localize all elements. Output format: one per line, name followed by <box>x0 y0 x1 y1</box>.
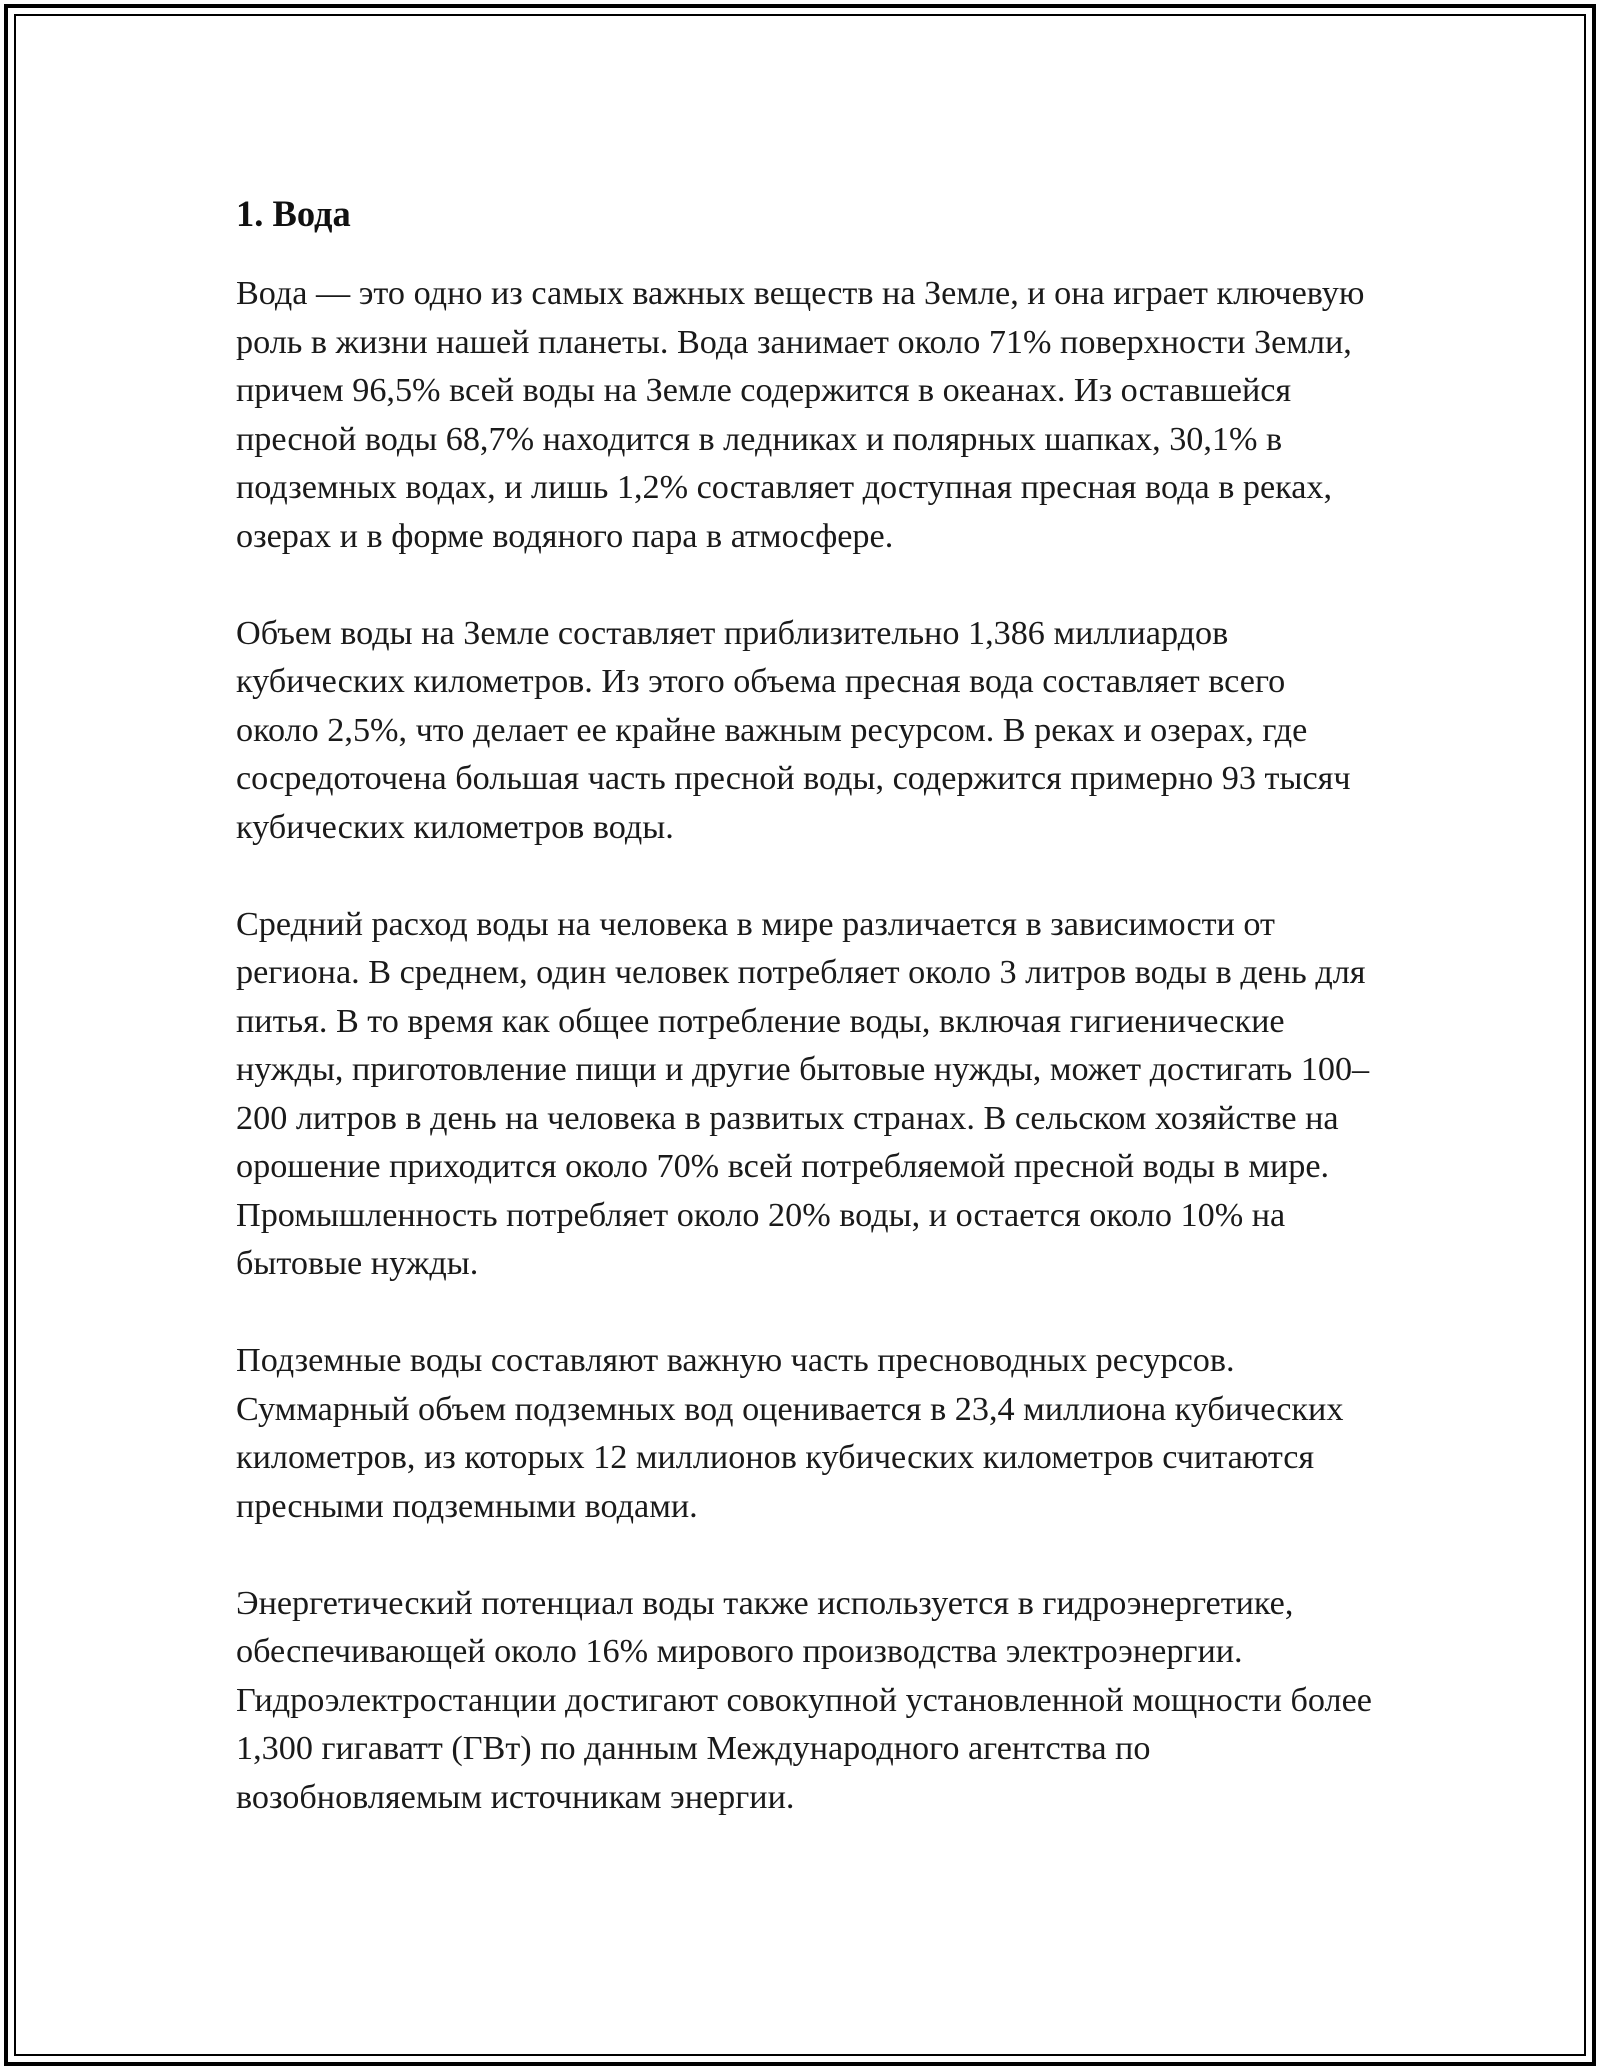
section-heading: 1. Вода <box>236 193 351 234</box>
paragraph-water-distribution: Вода — это одно из самых важных веществ на Земле, и она играет ключевую роль в жизни нашей планеты. Вода занимает около 71% поверхности Земли, причем 96,5% всей воды на Земле содержится в океанах. Из оставшейся пресной воды 68,7% находится в ледниках и полярных шапках, 30,1% в подземных водах, и лишь 1,2% составляет доступная пресная вода в реках, озерах и в форме водяного пара в атмосфере. <box>236 275 1365 555</box>
paragraph-hydropower: Энергетический потенциал воды также используется в гидроэнергетике, обеспечивающей около 16% мирового производства электроэнергии. Гидроэлектростанции достигают совокупной установленной мощности более 1,300 гигаватт (ГВт) по данным Международного агентства по возобновляемым источникам энергии. <box>236 1584 1372 1816</box>
paragraph-water-consumption: Средний расход воды на человека в мире различается в зависимости от региона. В среднем, один человек потребляет около 3 литров воды в день для питья. В то время как общее потребление воды, включая гигиенические нужды, приготовление пищи и другие бытовые нужды, может достигать 100–200 литров в день на человека в развитых странах. В сельском хозяйстве на орошение приходится около 70% всей потребляемой пресной воды в мире. Промышленность потребляет около 20% воды, и остается около 10% на бытовые нужды. <box>236 905 1370 1282</box>
document-body <box>236 188 1376 1822</box>
paragraph-water-volume: Объем воды на Земле составляет приблизительно 1,386 миллиардов кубических километров. Из этого объема пресная вода составляет всего около 2,5%, что делает ее крайне важным ресурсом. В реках и озерах, где сосредоточена большая часть пресной воды, содержится примерно 93 тысяч кубических километров воды. <box>236 614 1351 846</box>
paragraph-groundwater: Подземные воды составляют важную часть пресноводных ресурсов. Суммарный объем подземных вод оценивается в 23,4 миллиона кубических километров, из которых 12 миллионов кубических километров считаются пресными подземными водами. <box>236 1342 1344 1525</box>
